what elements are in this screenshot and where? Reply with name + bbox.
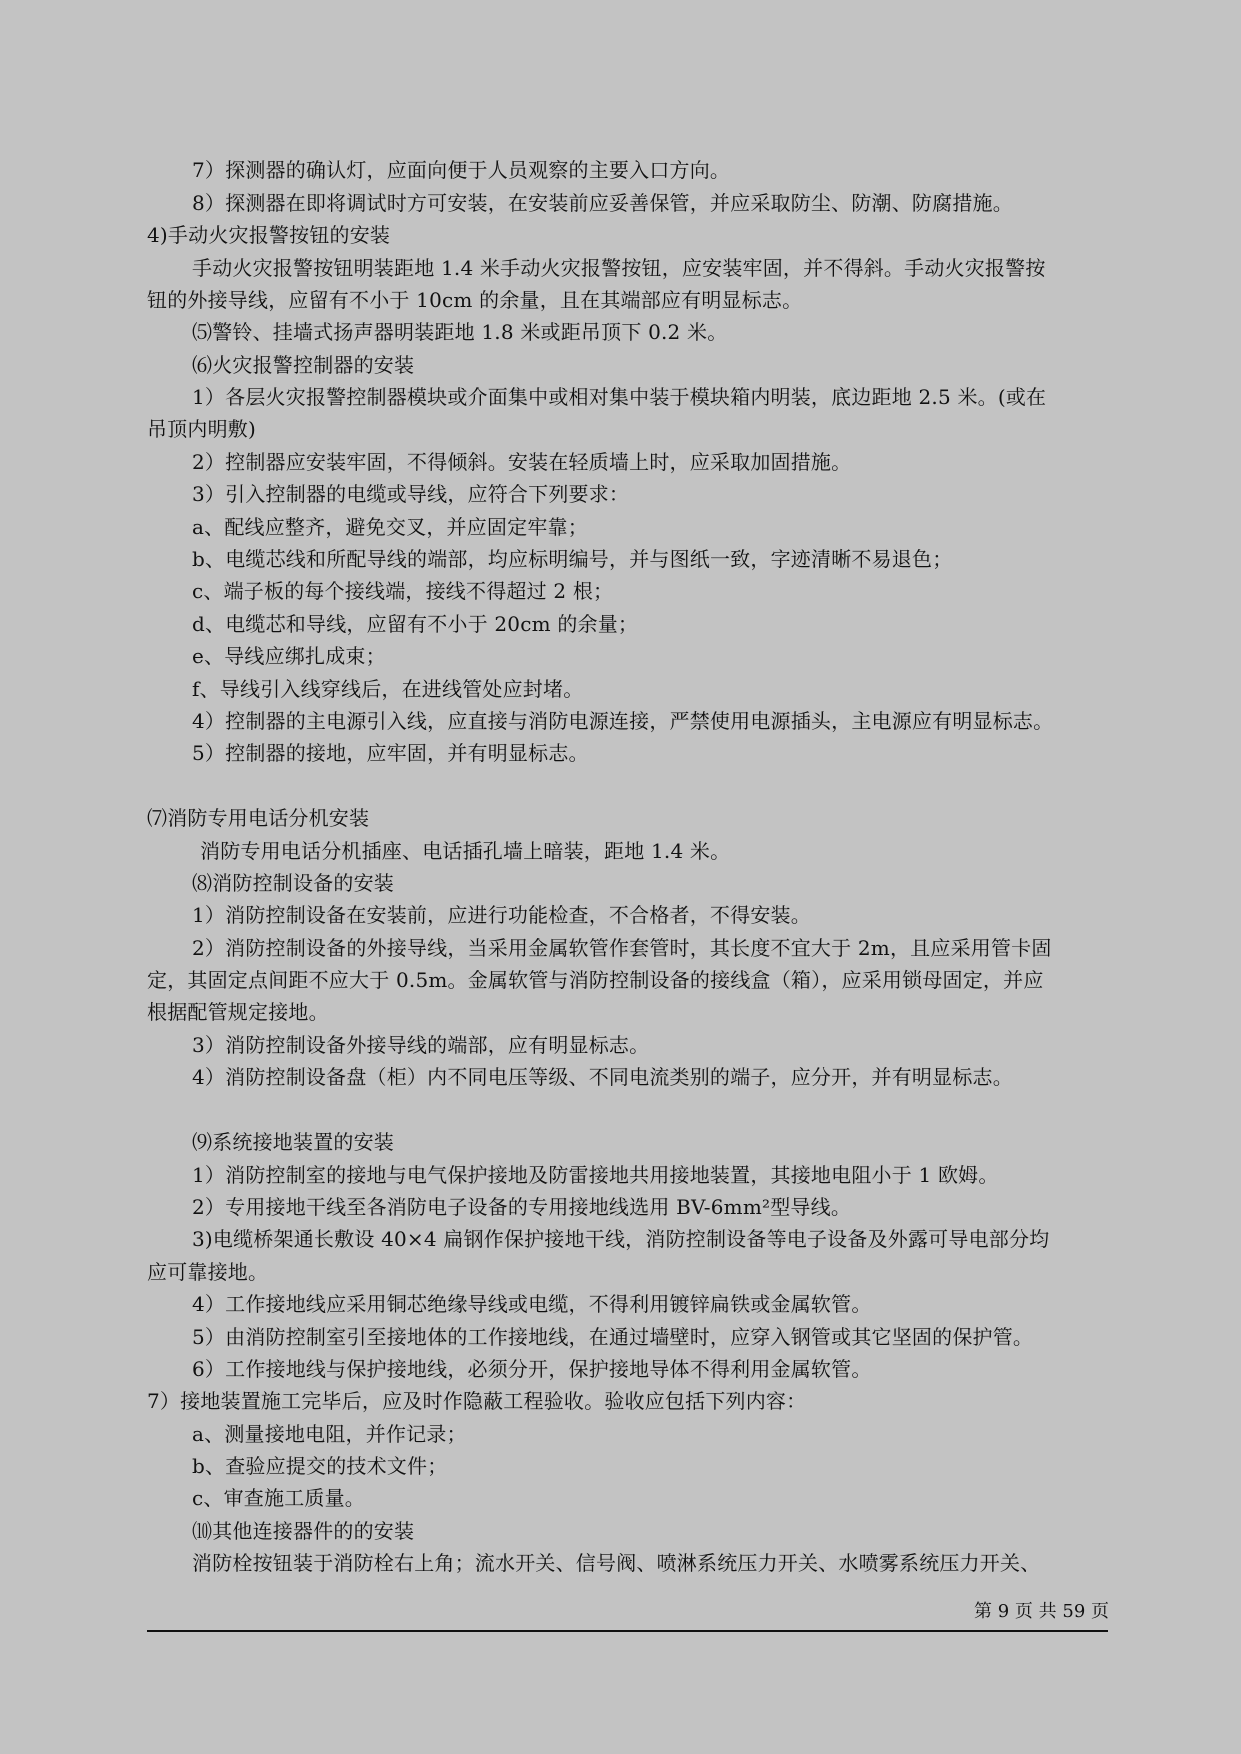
text-line: a、测量接地电阻，并作记录； (192, 1422, 467, 1446)
text-line: b、电缆芯线和所配导线的端部，均应标明编号，并与图纸一致，字迹清晰不易退色； (192, 547, 953, 571)
text-line: 定，其固定点间距不应大于 0.5m。金属软管与消防控制设备的接线盒（箱），应采用锁母固定，并应 (147, 968, 1044, 992)
text-line: ⑻消防控制设备的安装 (192, 871, 394, 895)
page-number: 第 9 页 共 59 页 (974, 1601, 1109, 1622)
text-line: 手动火灾报警按钮明装距地 1.4 米手动火灾报警按钮，应安装牢固，并不得斜。手动火灾报警按 (192, 256, 1046, 280)
text-line: 1）消防控制室的接地与电气保护接地及防雷接地共用接地装置，其接地电阻小于 1 欧姆。 (192, 1163, 999, 1187)
text-line: 1）各层火灾报警控制器模块或介面集中或相对集中装于模块箱内明装，底边距地 2.5 米。(或在 (192, 385, 1047, 409)
text-line: 消防专用电话分机插座、电话插孔墙上暗装，距地 1.4 米。 (200, 839, 731, 863)
text-line: c、端子板的每个接线端，接线不得超过 2 根； (192, 579, 614, 603)
text-line: 根据配管规定接地。 (147, 1000, 329, 1024)
text-line: 2）专用接地干线至各消防电子设备的专用接地线选用 BV-6mm²型导线。 (192, 1195, 852, 1219)
text-line: 消防栓按钮装于消防栓右上角；流水开关、信号阀、喷淋系统压力开关、水喷雾系统压力开关、 (192, 1551, 1041, 1575)
text-line: 4)手动火灾报警按钮的安装 (147, 223, 391, 247)
text-line: 7）探测器的确认灯，应面向便于人员观察的主要入口方向。 (192, 158, 731, 182)
text-line: ⑹火灾报警控制器的安装 (192, 353, 415, 377)
text-line: 3）引入控制器的电缆或导线，应符合下列要求： (192, 482, 630, 506)
text-line: 6）工作接地线与保护接地线，必须分开，保护接地导体不得利用金属软管。 (192, 1357, 872, 1381)
text-line: 2）消防控制设备的外接导线，当采用金属软管作套管时，其长度不宜大于 2m，且应采用管卡固 (192, 936, 1052, 960)
text-line: 4）工作接地线应采用铜芯绝缘导线或电缆，不得利用镀锌扁铁或金属软管。 (192, 1292, 872, 1316)
text-line: 1）消防控制设备在安装前，应进行功能检查，不合格者，不得安装。 (192, 903, 811, 927)
text-line: e、导线应绑扎成束； (192, 644, 386, 668)
text-line: ⑽其他连接器件的的安装 (192, 1519, 415, 1543)
text-line: f、导线引入线穿线后，在进线管处应封堵。 (192, 677, 584, 701)
text-line: d、电缆芯和导线，应留有不小于 20cm 的余量； (192, 612, 639, 636)
text-line: 4）消防控制设备盘（柜）内不同电压等级、不同电流类别的端子，应分开，并有明显标志。 (192, 1065, 1013, 1089)
text-line: ⑼系统接地装置的安装 (192, 1130, 394, 1154)
text-line: 5）控制器的接地，应牢固，并有明显标志。 (192, 741, 589, 765)
text-line: b、查验应提交的技术文件； (192, 1454, 448, 1478)
text-line: 3)电缆桥架通长敷设 40×4 扁钢作保护接地干线，消防控制设备等电子设备及外露可导电部分均 (192, 1227, 1050, 1251)
text-line: ⑺消防专用电话分机安装 (147, 806, 370, 830)
text-line: 3）消防控制设备外接导线的端部，应有明显标志。 (192, 1033, 650, 1057)
text-line: ⑸警铃、挂墙式扬声器明装距地 1.8 米或距吊顶下 0.2 米。 (192, 320, 728, 344)
text-line: c、审查施工质量。 (192, 1486, 366, 1510)
text-line: 钮的外接导线，应留有不小于 10cm 的余量，且在其端部应有明显标志。 (147, 288, 803, 312)
text-line: a、配线应整齐，避免交叉，并应固定牢靠； (192, 515, 588, 539)
text-line: 吊顶内明敷) (147, 417, 257, 441)
text-line: 应可靠接地。 (147, 1260, 269, 1284)
text-line: 2）控制器应安装牢固，不得倾斜。安装在轻质墙上时，应采取加固措施。 (192, 450, 852, 474)
text-line: 5）由消防控制室引至接地体的工作接地线，在通过墙壁时，应穿入钢管或其它坚固的保护管。 (192, 1325, 1034, 1349)
text-line: 8）探测器在即将调试时方可安装，在安装前应妥善保管，并应采取防尘、防潮、防腐措施。 (192, 191, 1013, 215)
footer-rule (147, 1630, 1108, 1632)
text-line: 4）控制器的主电源引入线，应直接与消防电源连接，严禁使用电源插头，主电源应有明显标志。 (192, 709, 1054, 733)
text-line: 7）接地装置施工完毕后，应及时作隐蔽工程验收。验收应包括下列内容： (147, 1389, 807, 1413)
